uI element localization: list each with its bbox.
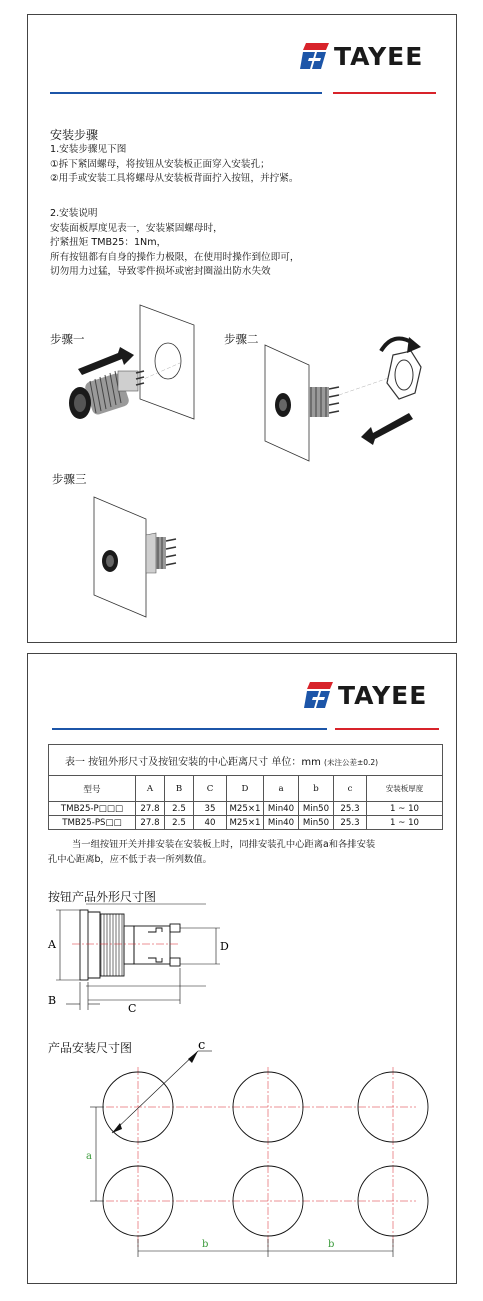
nut-icon (387, 351, 421, 399)
red-rule (335, 728, 439, 730)
table-cell: 2.5 (165, 816, 194, 830)
brand-name: TAYEE (334, 41, 424, 71)
table-cell: M25×1 (227, 816, 264, 830)
table-cell: Min40 (264, 802, 299, 816)
step-two-label: 步骤二 (224, 332, 259, 346)
dim-label-b: b (202, 1239, 209, 1250)
step-one-illustration (48, 301, 238, 441)
outline-dimension-drawing (46, 904, 236, 1014)
note-line: 所有按钮都有自身的操作力极限，在使用时操作到位即可， (50, 251, 300, 263)
note-line: 拧紧扭矩 TMB25：1Nm， (50, 237, 167, 248)
header-cell: D (227, 776, 264, 802)
dimension-table (48, 744, 443, 830)
step-line: ①拆下紧固螺母，将按钮从安装板正面穿入安装孔； (50, 158, 270, 170)
header-cell: 型号 (49, 776, 136, 802)
header-cell: b (299, 776, 334, 802)
header-cell: c (334, 776, 367, 802)
table-cell: 35 (194, 802, 227, 816)
install-steps-page (27, 14, 457, 643)
step-three-illustration (88, 489, 198, 619)
header-cell: B (165, 776, 194, 802)
table-cell: 27.8 (136, 802, 165, 816)
note-line: 2.安装说明 (50, 208, 98, 219)
tayee-logo-icon (304, 680, 334, 710)
dim-label-A: A (48, 938, 56, 951)
note-line: 孔中心距离b，应不低于表一所列数值。 (48, 853, 212, 865)
table-cell: Min50 (299, 802, 334, 816)
step-line: ②用手或安装工具将螺母从安装板背面拧入按钮，并拧紧。 (50, 173, 299, 184)
table-cell: TMB25-PS□□ (49, 816, 136, 830)
table-cell: 25.3 (334, 816, 367, 830)
header-cell: 安装板厚度 (367, 776, 443, 802)
install-steps (50, 143, 298, 187)
table-row (49, 802, 443, 816)
table-header-row (49, 776, 443, 802)
note-line: 切勿用力过猛，导致零件损坏或密封圈溢出防水失效 (50, 266, 271, 277)
dim-label-a: a (86, 1151, 92, 1162)
dim-label-D: D (220, 940, 229, 953)
outline-drawing-title: 按钮产品外形尺寸图 (48, 890, 157, 904)
brand-name: TAYEE (338, 680, 428, 710)
blue-rule (50, 92, 322, 94)
dim-label-c: c (198, 1038, 206, 1053)
header-cell: C (194, 776, 227, 802)
table-cell: 27.8 (136, 816, 165, 830)
mounting-dimension-drawing (46, 1038, 446, 1272)
table-row (49, 816, 443, 830)
rotate-arrowhead-icon (407, 337, 421, 353)
table-cell: M25×1 (227, 802, 264, 816)
brand-logo (300, 41, 423, 71)
page-title: 安装步骤 (50, 128, 99, 142)
header-cell: a (264, 776, 299, 802)
table-caption-text: 表一 按钮外形尺寸及按钮安装的中心距离尺寸 单位：mm (65, 756, 321, 768)
header-cell: A (136, 776, 165, 802)
dimensions-page (27, 653, 457, 1284)
mount-drawing-title: 产品安装尺寸图 (48, 1041, 133, 1055)
table-cell: 1 ~ 10 (367, 802, 443, 816)
dim-label-C: C (128, 1002, 137, 1015)
table-caption-note: (未注公差±0.2) (324, 757, 379, 767)
spacing-note (48, 838, 375, 867)
step-line: 1.安装步骤见下图 (50, 144, 127, 155)
table-cell: TMB25-P□□□ (49, 802, 136, 816)
dim-label-b: b (328, 1239, 335, 1250)
table-cell: Min50 (299, 816, 334, 830)
table-caption (49, 745, 443, 776)
table-cell: 40 (194, 816, 227, 830)
tayee-logo-icon (300, 41, 330, 71)
red-rule (333, 92, 436, 94)
brand-logo (304, 680, 427, 710)
step-two-illustration (253, 315, 443, 465)
install-notes (50, 207, 299, 280)
step-three-label: 步骤三 (52, 472, 87, 486)
table-cell: Min40 (264, 816, 299, 830)
step-one-label: 步骤一 (50, 332, 85, 346)
table-cell: 2.5 (165, 802, 194, 816)
blue-rule (52, 728, 327, 730)
table-cell: 25.3 (334, 802, 367, 816)
note-line: 安装面板厚度见表一，安装紧固螺母时， (50, 222, 223, 234)
table-cell: 1 ~ 10 (367, 816, 443, 830)
push-arrow-icon (361, 413, 413, 445)
dim-label-B: B (48, 994, 57, 1007)
button-body (69, 371, 144, 419)
note-line: 当一组按钮开关并排安装在安装板上时，同排安装孔中心距离a和各排安装 (72, 839, 376, 850)
